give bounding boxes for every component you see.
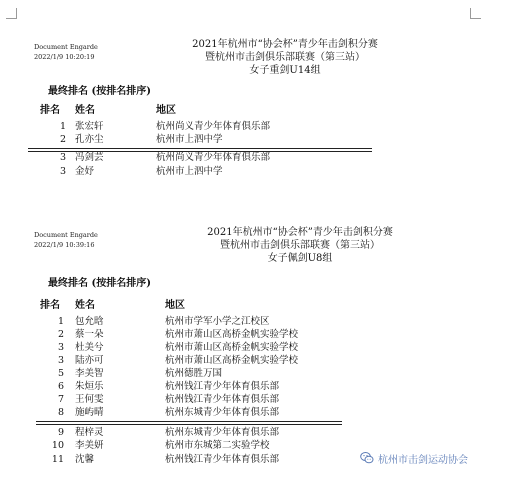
table-row <box>0 342 514 354</box>
region-cell: 杭州尚义青少年体育俱乐部 <box>156 152 271 163</box>
name-cell: 李美妍 <box>75 440 104 451</box>
name-cell: 杜美兮 <box>75 342 104 353</box>
table-row <box>0 368 514 380</box>
document-timestamp: 2022/1/9 10:20:19 <box>34 53 95 61</box>
column-header-rank: 排名 <box>40 105 60 116</box>
column-header-name: 姓名 <box>75 105 95 116</box>
wechat-icon <box>360 451 374 465</box>
rank-cell: 1 <box>59 121 66 132</box>
event-title-line-2: 暨杭州市击剑俱乐部联赛（第三站） <box>205 52 365 63</box>
name-cell: 施屿晴 <box>75 407 104 418</box>
name-cell: 陆亦可 <box>75 355 104 366</box>
name-cell: 王何雯 <box>75 394 104 405</box>
table-row <box>0 394 514 406</box>
rank-cell: 3 <box>57 342 64 353</box>
table-row <box>0 316 514 328</box>
name-cell: 包允晗 <box>75 316 104 327</box>
region-cell: 杭州市东城第二实验学校 <box>165 440 270 451</box>
table-row <box>0 427 514 439</box>
ranking-subheading: 最终排名 (按排名排序) <box>48 278 151 289</box>
name-cell: 李美智 <box>75 368 104 379</box>
region-cell: 杭州德胜万国 <box>165 368 223 379</box>
rank-cell: 2 <box>59 134 66 145</box>
document-meta <box>34 230 98 250</box>
event-category: 女子佩剑U8组 <box>267 253 333 264</box>
region-cell: 杭州东城青少年体育俱乐部 <box>165 427 280 438</box>
region-cell: 杭州市萧山区高桥金帆实验学校 <box>165 329 299 340</box>
region-cell: 杭州尚义青少年体育俱乐部 <box>156 121 271 132</box>
name-cell: 冯剑芸 <box>75 152 104 163</box>
table-row <box>0 355 514 367</box>
source-watermark <box>360 448 468 468</box>
rank-cell: 3 <box>59 152 66 163</box>
rank-cell: 8 <box>57 407 64 418</box>
event-category: 女子重剑U14组 <box>249 65 321 76</box>
document-label: Document Engarde <box>34 43 98 51</box>
group-divider <box>36 421 342 422</box>
column-header-name: 姓名 <box>75 300 95 311</box>
rank-cell: 1 <box>57 316 64 327</box>
region-cell: 杭州钱江青少年体育俱乐部 <box>165 394 280 405</box>
rank-cell: 3 <box>59 166 66 177</box>
rank-cell: 10 <box>51 440 64 451</box>
region-cell: 杭州钱江青少年体育俱乐部 <box>165 381 280 392</box>
event-title-line-1: 2021年杭州市“协会杯”青少年击剑积分赛 <box>192 39 378 50</box>
name-cell: 程梓灵 <box>75 427 104 438</box>
column-header-rank: 排名 <box>40 300 60 311</box>
watermark-text: 杭州市击剑运动协会 <box>378 454 468 466</box>
rank-cell: 7 <box>57 394 64 405</box>
name-cell: 张宏轩 <box>75 121 104 132</box>
event-title <box>165 226 435 265</box>
region-cell: 杭州市上泗中学 <box>156 166 223 177</box>
name-cell: 蔡一朵 <box>75 329 104 340</box>
event-title-line-1: 2021年杭州市“协会杯”青少年击剑积分赛 <box>207 227 393 238</box>
column-header-region: 地区 <box>165 300 185 311</box>
document-timestamp: 2022/1/9 10:39:16 <box>34 241 95 249</box>
region-cell: 杭州市上泗中学 <box>156 134 223 145</box>
name-cell: 金妤 <box>75 166 95 177</box>
group-divider <box>36 424 342 425</box>
rank-cell: 11 <box>51 454 64 465</box>
region-cell: 杭州市萧山区高桥金帆实验学校 <box>165 355 299 366</box>
document-label: Document Engarde <box>34 231 98 239</box>
region-cell: 杭州市萧山区高桥金帆实验学校 <box>165 342 299 353</box>
region-cell: 杭州钱江青少年体育俱乐部 <box>165 454 280 465</box>
name-cell: 朱烜乐 <box>75 381 104 392</box>
name-cell: 孔亦尘 <box>75 134 104 145</box>
region-cell: 杭州东城青少年体育俱乐部 <box>165 407 280 418</box>
rank-cell: 6 <box>57 381 64 392</box>
name-cell: 沈馨 <box>75 454 95 465</box>
rank-cell: 3 <box>57 355 64 366</box>
table-row <box>0 329 514 341</box>
rank-cell: 5 <box>57 368 64 379</box>
ranking-subheading: 最终排名 (按排名排序) <box>48 86 151 97</box>
table-row <box>0 407 514 419</box>
table-row <box>0 381 514 393</box>
column-header-region: 地区 <box>156 105 176 116</box>
rank-cell: 9 <box>57 427 64 438</box>
rank-cell: 2 <box>57 329 64 340</box>
region-cell: 杭州市学军小学之江校区 <box>165 316 270 327</box>
event-title-line-2: 暨杭州市击剑俱乐部联赛（第三站） <box>220 240 380 251</box>
